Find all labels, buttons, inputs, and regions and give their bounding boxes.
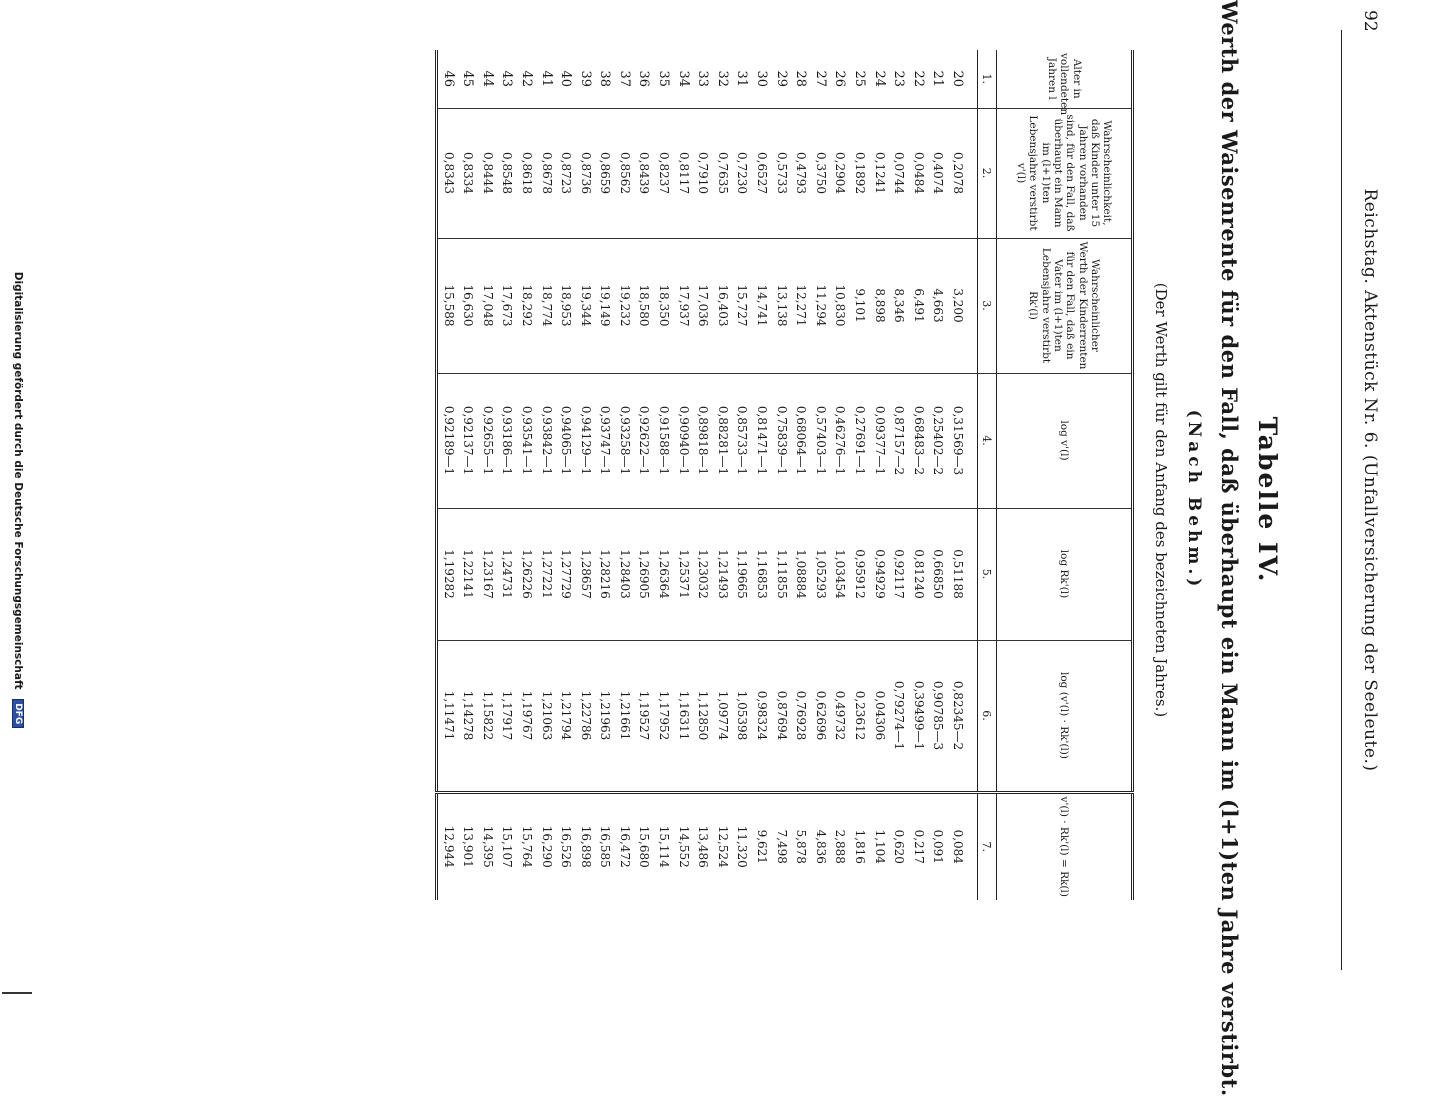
table-row [751, 50, 771, 900]
value-cell: 18,580 [634, 238, 654, 373]
value-cell: 0,92117 [889, 508, 909, 640]
column-header: log Rk'(l) [997, 508, 1133, 640]
value-cell: 8,346 [889, 238, 909, 373]
age-cell: 31 [734, 70, 750, 88]
value-cell: 1,104 [869, 792, 889, 900]
value-cell: 1,21794 [556, 640, 576, 792]
age-cell: 27 [812, 70, 828, 88]
value-cell: 1,21963 [595, 640, 615, 792]
age-cell: 30 [754, 70, 770, 88]
value-cell: 13,901 [458, 792, 478, 900]
table-row [830, 50, 850, 900]
value-cell: 17,673 [497, 238, 517, 373]
value-cell: 12,271 [791, 238, 811, 373]
value-cell: 0,3750 [810, 108, 830, 238]
value-cell: 0,39499—1 [908, 640, 928, 792]
value-cell: 0,8117 [673, 108, 693, 238]
value-cell: 0,91588—1 [654, 373, 674, 508]
value-cell: 15,764 [516, 792, 536, 900]
value-cell: 0,8439 [634, 108, 654, 238]
value-cell: 6,491 [908, 238, 928, 373]
age-cell: 44 [479, 70, 495, 88]
table-body [436, 50, 977, 900]
value-cell: 0,1241 [869, 108, 889, 238]
age-cell: 42 [518, 70, 534, 88]
value-cell: 0,92189—1 [436, 373, 457, 508]
value-cell: 0,81471—1 [751, 373, 771, 508]
value-cell: 1,28403 [614, 508, 634, 640]
column-header: Wahrscheinlicher Werth der Kinderrenten für den Fall, daß ein Vater im (l+1)ten Lebensjahre verstirbt Rk'(l) [997, 238, 1133, 373]
table-row [810, 50, 830, 900]
table-row [712, 50, 732, 900]
age-cell: 28 [793, 70, 809, 88]
value-cell: 0,87157—2 [889, 373, 909, 508]
table-row [477, 50, 497, 900]
table-row [458, 50, 478, 900]
value-cell: 1,816 [849, 792, 869, 900]
value-cell: 0,92622—1 [634, 373, 654, 508]
age-cell: 21 [930, 70, 946, 88]
value-cell: 0,8723 [556, 108, 576, 238]
value-cell: 0,25402—2 [928, 373, 948, 508]
age-cell: 25 [852, 70, 868, 88]
value-cell: 0,0484 [908, 108, 928, 238]
value-cell: 0,04306 [869, 640, 889, 792]
value-cell: 0,091 [928, 792, 948, 900]
value-cell: 0,09377—1 [869, 373, 889, 508]
value-cell: 0,6527 [751, 108, 771, 238]
value-cell: 1,21661 [614, 640, 634, 792]
value-cell: 19,232 [614, 238, 634, 373]
value-cell: 1,12850 [693, 640, 713, 792]
value-cell: 19,149 [595, 238, 615, 373]
value-cell: 0,68483—2 [908, 373, 928, 508]
value-cell: 1,17917 [497, 640, 517, 792]
value-cell: 0,93842—1 [536, 373, 556, 508]
age-cell: 26 [832, 70, 848, 88]
value-cell: 1,27221 [536, 508, 556, 640]
table-title: Werth der Waisenrente für den Fall, daß überhaupt ein Mann im (l+1)ten Jahre verstirbt. [1217, 0, 1242, 1097]
table-row [908, 50, 928, 900]
value-cell: 1,09774 [712, 640, 732, 792]
value-cell: 0,93747—1 [595, 373, 615, 508]
value-cell: 1,23032 [693, 508, 713, 640]
table-row [693, 50, 713, 900]
value-cell: 14,395 [477, 792, 497, 900]
value-cell: 0,4793 [791, 108, 811, 238]
value-cell: 1,25371 [673, 508, 693, 640]
value-cell: 0,57403—1 [810, 373, 830, 508]
value-cell: 1,23167 [477, 508, 497, 640]
table-row [928, 50, 948, 900]
value-cell: 18,292 [516, 238, 536, 373]
column-header: log (v'(l) · Rk'(l)) [997, 640, 1133, 792]
value-cell: 0,93258—1 [614, 373, 634, 508]
value-cell: 0,75839—1 [771, 373, 791, 508]
value-cell: 10,830 [830, 238, 850, 373]
running-head: Reichstag. Aktenstück Nr. 6. (Unfallversicherung der Seeleute.) [1360, 188, 1380, 772]
value-cell: 16,472 [614, 792, 634, 900]
value-cell: 1,26905 [634, 508, 654, 640]
age-cell: 35 [656, 70, 672, 88]
value-cell: 3,200 [947, 238, 977, 373]
column-number: 3. [978, 238, 997, 373]
value-cell: 0,94065—1 [556, 373, 576, 508]
value-cell: 4,663 [928, 238, 948, 373]
table-row [536, 50, 556, 900]
value-cell: 12,944 [436, 792, 457, 900]
value-cell: 0,62696 [810, 640, 830, 792]
value-cell: 19,344 [575, 238, 595, 373]
value-cell: 0,90940—1 [673, 373, 693, 508]
column-number: 2. [978, 108, 997, 238]
table-row [732, 50, 752, 900]
value-cell: 9,101 [849, 238, 869, 373]
value-cell: 1,16853 [751, 508, 771, 640]
column-number: 1. [978, 50, 997, 108]
value-cell: 18,350 [654, 238, 674, 373]
column-number: 4. [978, 373, 997, 508]
value-cell: 14,552 [673, 792, 693, 900]
column-header: Wahrscheinlichkeit, daß Kinder unter 15 Jahren vorhanden sind, für den Fall, daß überhaupt ein Mann im (l+1)ten Lebensjahre verstirbt v'(l) [997, 108, 1133, 238]
age-cell: 24 [871, 70, 887, 88]
value-cell: 0,89818—1 [693, 373, 713, 508]
column-number: 7. [978, 792, 997, 900]
age-cell: 37 [616, 70, 632, 88]
value-cell: 16,898 [575, 792, 595, 900]
value-cell: 0,0744 [889, 108, 909, 238]
value-cell: 0,49732 [830, 640, 850, 792]
value-cell: 0,8334 [458, 108, 478, 238]
value-cell: 0,084 [947, 792, 977, 900]
column-header: Alter in vollendeten Jahren l [997, 50, 1133, 108]
value-cell: 18,774 [536, 238, 556, 373]
value-cell: 0,620 [889, 792, 909, 900]
age-cell: 29 [773, 70, 789, 88]
value-cell: 1,11471 [436, 640, 457, 792]
margin-mark [2, 992, 32, 1002]
value-cell: 2,888 [830, 792, 850, 900]
table-subtitle-source: (Nach Behm.) [1184, 409, 1204, 591]
value-cell: 0,51188 [947, 508, 977, 640]
page-number: 92 [1360, 10, 1380, 32]
table-label: Tabelle IV. [1253, 416, 1282, 584]
value-cell: 17,048 [477, 238, 497, 373]
column-number-row [978, 50, 997, 900]
age-cell: 41 [538, 70, 554, 88]
value-cell: 1,19665 [732, 508, 752, 640]
column-number: 5. [978, 508, 997, 640]
value-cell: 0,2078 [947, 108, 977, 238]
value-cell: 0,81240 [908, 508, 928, 640]
value-cell: 1,08884 [791, 508, 811, 640]
value-cell: 0,27691—1 [849, 373, 869, 508]
value-cell: 0,94129—1 [575, 373, 595, 508]
value-cell: 0,7910 [693, 108, 713, 238]
value-cell: 0,95912 [849, 508, 869, 640]
value-cell: 18,953 [556, 238, 576, 373]
value-cell: 0,92137—1 [458, 373, 478, 508]
value-cell: 17,937 [673, 238, 693, 373]
header-rule [1341, 30, 1342, 970]
value-cell: 1,28216 [595, 508, 615, 640]
value-cell: 0,90785—3 [928, 640, 948, 792]
value-cell: 12,524 [712, 792, 732, 900]
column-number: 6. [978, 640, 997, 792]
value-cell: 15,114 [654, 792, 674, 900]
table-row [556, 50, 576, 900]
value-cell: 0,7635 [712, 108, 732, 238]
value-cell: 1,21493 [712, 508, 732, 640]
data-table [435, 50, 1134, 900]
age-cell: 32 [714, 70, 730, 88]
value-cell: 0,8618 [516, 108, 536, 238]
value-cell: 1,03454 [830, 508, 850, 640]
value-cell: 0,8237 [654, 108, 674, 238]
value-cell: 1,11855 [771, 508, 791, 640]
value-cell: 0,66850 [928, 508, 948, 640]
value-cell: 4,836 [810, 792, 830, 900]
value-cell: 16,526 [556, 792, 576, 900]
value-cell: 11,320 [732, 792, 752, 900]
value-cell: 0,2904 [830, 108, 850, 238]
age-cell: 39 [577, 70, 593, 88]
age-cell: 20 [950, 70, 965, 88]
value-cell: 7,498 [771, 792, 791, 900]
value-cell: 1,14278 [458, 640, 478, 792]
age-cell: 34 [675, 70, 691, 88]
value-cell: 16,630 [458, 238, 478, 373]
value-cell: 0,79274—1 [889, 640, 909, 792]
value-cell: 0,8444 [477, 108, 497, 238]
table-row [947, 50, 977, 900]
column-header: v'(l) · Rk'(l) = Rk(l) [997, 792, 1133, 900]
value-cell: 0,82345—2 [947, 640, 977, 792]
value-cell: 0,87694 [771, 640, 791, 792]
age-cell: 43 [499, 70, 515, 88]
table-row [497, 50, 517, 900]
age-cell: 36 [636, 70, 652, 88]
value-cell: 1,27729 [556, 508, 576, 640]
age-cell: 40 [558, 70, 574, 88]
value-cell: 9,621 [751, 792, 771, 900]
age-cell: 33 [695, 70, 711, 88]
age-cell: 22 [910, 70, 926, 88]
value-cell: 1,22141 [458, 508, 478, 640]
value-cell: 11,294 [810, 238, 830, 373]
value-cell: 0,76928 [791, 640, 811, 792]
value-cell: 0,98324 [751, 640, 771, 792]
value-cell: 0,88281—1 [712, 373, 732, 508]
value-cell: 1,15822 [477, 640, 497, 792]
table-row [889, 50, 909, 900]
value-cell: 0,8562 [614, 108, 634, 238]
value-cell: 1,19282 [436, 508, 457, 640]
footer-credit [12, 0, 24, 1000]
value-cell: 1,05398 [732, 640, 752, 792]
table-row [436, 50, 457, 900]
age-cell: 23 [891, 70, 907, 88]
value-cell: 0,92655—1 [477, 373, 497, 508]
value-cell: 15,727 [732, 238, 752, 373]
value-cell: 1,26364 [654, 508, 674, 640]
value-cell: 15,588 [436, 238, 457, 373]
table-row [771, 50, 791, 900]
value-cell: 0,7230 [732, 108, 752, 238]
column-header: log v'(l) [997, 373, 1133, 508]
value-cell: 1,26226 [516, 508, 536, 640]
value-cell: 0,4074 [928, 108, 948, 238]
table-row [595, 50, 615, 900]
value-cell: 1,05293 [810, 508, 830, 640]
value-cell: 0,217 [908, 792, 928, 900]
value-cell: 0,31569—3 [947, 373, 977, 508]
value-cell: 17,036 [693, 238, 713, 373]
value-cell: 0,93186—1 [497, 373, 517, 508]
value-cell: 0,5733 [771, 108, 791, 238]
table-row [654, 50, 674, 900]
value-cell: 1,16311 [673, 640, 693, 792]
value-cell: 1,22786 [575, 640, 595, 792]
value-cell: 0,8659 [595, 108, 615, 238]
table-row [634, 50, 654, 900]
header-row [997, 50, 1133, 900]
value-cell: 13,138 [771, 238, 791, 373]
age-cell: 38 [597, 70, 613, 88]
value-cell: 0,94929 [869, 508, 889, 640]
value-cell: 1,19767 [516, 640, 536, 792]
value-cell: 0,8343 [436, 108, 457, 238]
value-cell: 15,680 [634, 792, 654, 900]
table-row [869, 50, 889, 900]
age-cell: 45 [460, 70, 476, 88]
value-cell: 15,107 [497, 792, 517, 900]
table-row [516, 50, 536, 900]
table-row [614, 50, 634, 900]
value-cell: 16,585 [595, 792, 615, 900]
table-row [575, 50, 595, 900]
table-row [791, 50, 811, 900]
value-cell: 1,19527 [634, 640, 654, 792]
age-cell: 46 [440, 70, 456, 88]
value-cell: 0,68064—1 [791, 373, 811, 508]
value-cell: 13,486 [693, 792, 713, 900]
value-cell: 0,93541—1 [516, 373, 536, 508]
value-cell: 0,85733—1 [732, 373, 752, 508]
value-cell: 0,8678 [536, 108, 556, 238]
footer-text: Digitalisierung gefördert durch die Deutsche Forschungsgemeinschaft [12, 271, 24, 690]
value-cell: 1,17952 [654, 640, 674, 792]
value-cell: 1,28657 [575, 508, 595, 640]
value-cell: 0,8736 [575, 108, 595, 238]
value-cell: 8,898 [869, 238, 889, 373]
dfg-logo: DFG [12, 699, 24, 728]
value-cell: 5,878 [791, 792, 811, 900]
table-row [673, 50, 693, 900]
value-cell: 1,21063 [536, 640, 556, 792]
value-cell: 16,403 [712, 238, 732, 373]
table-subtitle-note: (Der Werth gilt für den Anfang des bezeichneten Jahres.) [1152, 282, 1170, 718]
value-cell: 14,741 [751, 238, 771, 373]
value-cell: 1,24731 [497, 508, 517, 640]
value-cell: 0,1892 [849, 108, 869, 238]
value-cell: 16,290 [536, 792, 556, 900]
value-cell: 0,8548 [497, 108, 517, 238]
table-row [849, 50, 869, 900]
value-cell: 0,23612 [849, 640, 869, 792]
value-cell: 0,46276—1 [830, 373, 850, 508]
